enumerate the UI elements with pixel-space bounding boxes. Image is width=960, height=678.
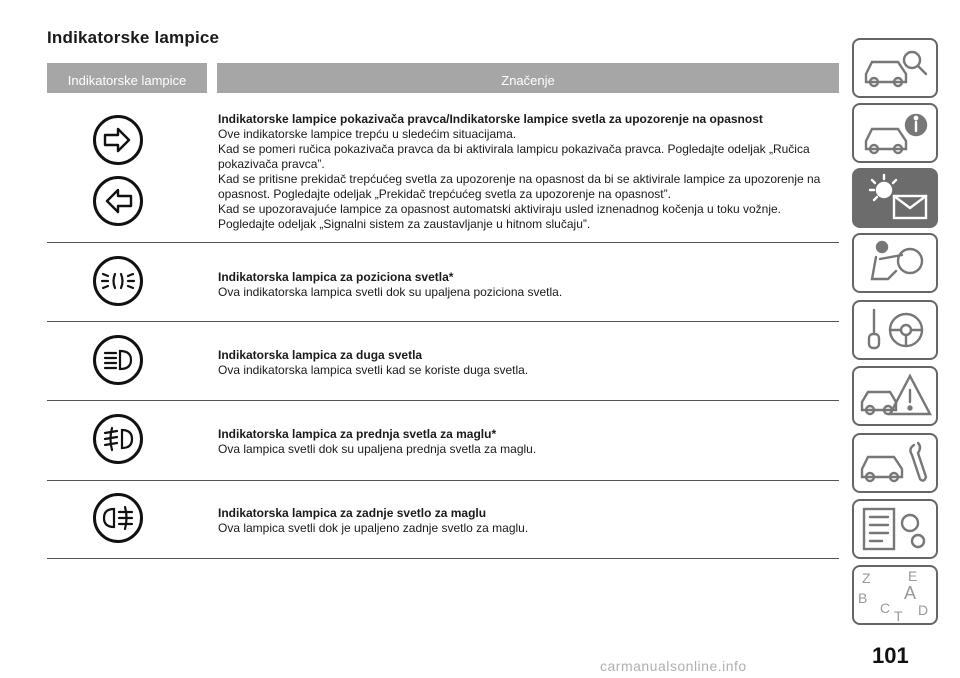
front-fog-light-icon	[93, 414, 143, 464]
index-letter: E	[908, 568, 918, 584]
index-letter: B	[858, 590, 868, 606]
index-letter: T	[894, 608, 903, 623]
row-description: Ove indikatorske lampice trepću u sledećim situacijama. Kad se pomeri ručica pokazivača pravca da bi aktivirala lampicu pokazivača pravca. Pogledajte odeljak „Ručica pokazivača pravca”. Kad se pritisne prekidač trepćućeg svetla za upozorenje na opasnost da bi se aktivirale lampice za upozorenje na opasnost. Pogledajte odeljak „Prekidač trepćućeg svetla za upozorenje na opasnost”. Kad se upozoravajuće lampice za opasnost automatski aktiviraju usled iznenadnog kočenja u toku vožnje. Pogledajte odeljak „Signalni sistem za zaustavljanje u hitnom slučaju”.	[218, 127, 821, 231]
chapter-tab-car-search[interactable]	[852, 38, 938, 98]
row-description: Ova indikatorska lampica svetli dok su upaljena poziciona svetla.	[218, 285, 563, 299]
row-title: Indikatorske lampice pokazivača pravca/Indikatorske lampice svetla za upozorenje na opasnost	[218, 112, 763, 126]
chapter-tab-safety[interactable]	[852, 233, 938, 293]
table-row	[218, 348, 838, 378]
row-divider	[47, 242, 839, 243]
high-beam-icon	[93, 335, 143, 385]
chapter-tab-starting-driving[interactable]	[852, 300, 938, 360]
rear-fog-light-icon	[93, 493, 143, 543]
row-title: Indikatorska lampica za duga svetla	[218, 348, 423, 362]
index-letter: A	[904, 583, 917, 603]
column-separator	[207, 63, 217, 93]
chapter-tab-specifications[interactable]	[852, 499, 938, 559]
row-divider	[47, 321, 839, 322]
chapter-tab-maintenance[interactable]	[852, 433, 938, 493]
index-letter: D	[918, 602, 929, 618]
row-description: Ova lampica svetli dok su upaljena prednja svetla za maglu.	[218, 442, 537, 456]
table-row	[218, 270, 838, 300]
column-header-indicators: Indikatorske lampice	[67, 73, 187, 88]
row-description: Ova indikatorska lampica svetli kad se koriste duga svetla.	[218, 363, 529, 377]
turn-left-arrow-icon	[93, 176, 143, 226]
row-title: Indikatorska lampica za prednja svetla za maglu*	[218, 427, 497, 441]
row-description: Ova lampica svetli dok je upaljeno zadnje svetlo za maglu.	[218, 521, 529, 535]
chapter-tab-emergency[interactable]	[852, 366, 938, 426]
row-title: Indikatorska lampica za zadnje svetlo za maglu	[218, 506, 487, 520]
table-row	[218, 506, 838, 536]
index-letter: Z	[862, 570, 871, 586]
chapter-tab-warning-lights[interactable]	[852, 168, 938, 228]
watermark: carmanualsonline.info	[600, 658, 747, 674]
row-divider	[47, 558, 839, 559]
table-header	[47, 63, 839, 93]
column-header-meaning: Značenje	[501, 73, 555, 88]
page-title: Indikatorske lampice	[47, 28, 220, 47]
chapter-tab-index[interactable]	[852, 565, 938, 625]
chapter-tab-car-info[interactable]	[852, 103, 938, 163]
row-divider	[47, 400, 839, 401]
row-divider	[47, 480, 839, 481]
turn-right-arrow-icon	[93, 115, 143, 165]
table-row	[218, 112, 838, 232]
position-lights-icon	[93, 256, 143, 306]
row-title: Indikatorska lampica za poziciona svetla*	[218, 270, 454, 284]
index-letter: C	[880, 600, 891, 616]
page-number: 101	[872, 643, 909, 668]
table-row	[218, 427, 838, 457]
